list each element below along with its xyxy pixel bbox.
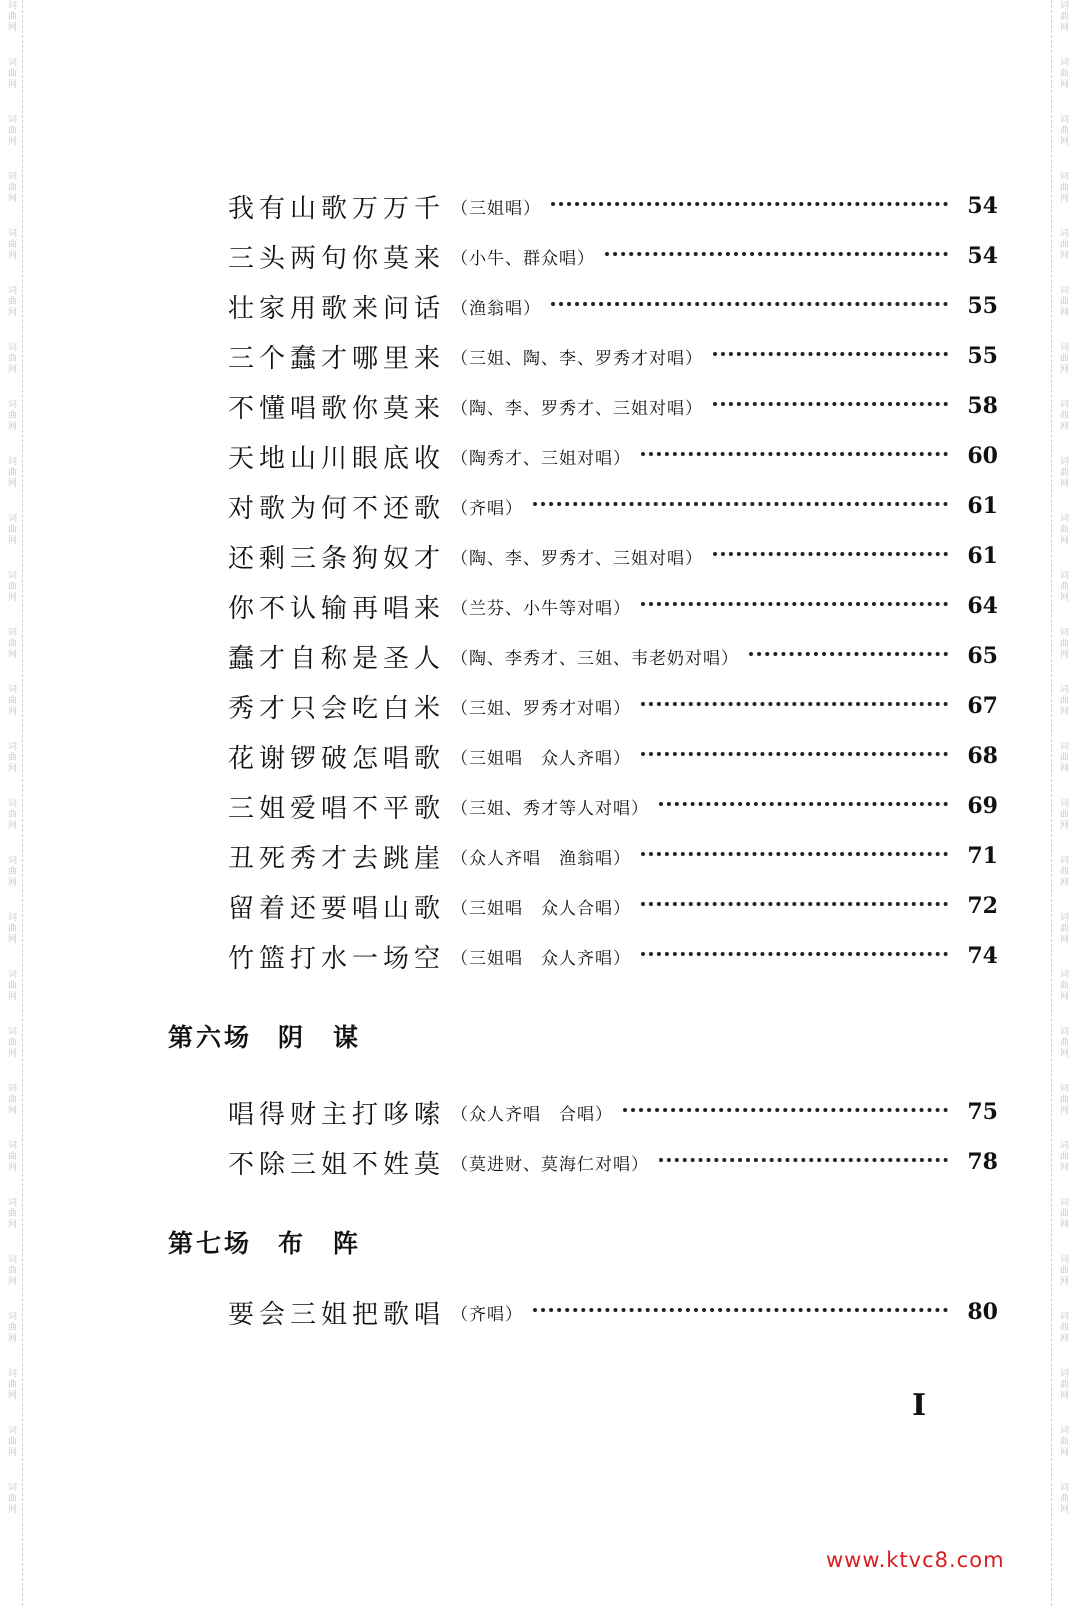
dot-leader bbox=[641, 902, 948, 906]
entry-singer: （三姐、陶、李、罗秀才对唱） bbox=[451, 348, 704, 369]
entry-page: 64 bbox=[967, 593, 998, 619]
toc-entry bbox=[228, 734, 998, 778]
entry-title: 天地山川眼底收 bbox=[228, 443, 446, 474]
margin-mark: 词曲网 bbox=[1058, 684, 1068, 717]
margin-mark: 词曲网 bbox=[1058, 228, 1068, 261]
entry-page: 55 bbox=[967, 343, 998, 369]
margin-mark: 词曲网 bbox=[6, 684, 16, 717]
section-number: 第七场 bbox=[168, 1229, 253, 1258]
margin-mark: 词曲网 bbox=[6, 1311, 16, 1344]
entry-title: 你不认输再唱来 bbox=[228, 593, 446, 624]
margin-mark: 词曲网 bbox=[6, 798, 16, 831]
margin-mark: 词曲网 bbox=[1058, 171, 1068, 204]
margin-mark: 词曲网 bbox=[6, 1026, 16, 1059]
dot-leader bbox=[641, 752, 948, 756]
entry-title: 唱得财主打哆嗦 bbox=[228, 1099, 446, 1130]
margin-mark: 词曲网 bbox=[6, 57, 16, 90]
entry-singer: （陶、李秀才、三姐、韦老奶对唱） bbox=[451, 648, 740, 669]
entry-singer: （三姐唱 众人合唱） bbox=[451, 898, 632, 919]
toc-entry bbox=[228, 284, 998, 328]
entry-title: 丑死秀才去跳崖 bbox=[228, 843, 446, 874]
toc-entry bbox=[228, 384, 998, 428]
toc-entry bbox=[228, 784, 998, 828]
dot-leader bbox=[641, 852, 948, 856]
toc-entry bbox=[228, 534, 998, 578]
margin-mark: 词曲网 bbox=[6, 741, 16, 774]
margin-mark: 词曲网 bbox=[1058, 1425, 1068, 1458]
margin-mark: 词曲网 bbox=[6, 228, 16, 261]
entry-title: 还剩三条狗奴才 bbox=[228, 543, 446, 574]
dot-leader bbox=[641, 702, 948, 706]
section-name: 阴谋 bbox=[278, 1023, 389, 1052]
entry-singer: （三姐唱 众人齐唱） bbox=[451, 948, 632, 969]
dot-leader bbox=[713, 552, 948, 556]
site-watermark: www.ktvc8.com bbox=[826, 1548, 1005, 1572]
entry-title: 我有山歌万万千 bbox=[228, 193, 446, 224]
margin-mark: 词曲网 bbox=[1058, 57, 1068, 90]
entry-title: 三姐爱唱不平歌 bbox=[228, 793, 446, 824]
entry-title: 竹篮打水一场空 bbox=[228, 943, 446, 974]
entry-title: 不懂唱歌你莫来 bbox=[228, 393, 446, 424]
margin-mark: 词曲网 bbox=[6, 171, 16, 204]
entry-page: 54 bbox=[967, 243, 998, 269]
section-number: 第六场 bbox=[168, 1023, 253, 1052]
toc-entry bbox=[228, 584, 998, 628]
margin-mark: 词曲网 bbox=[1058, 342, 1068, 375]
dot-leader bbox=[551, 302, 948, 306]
entry-page: 58 bbox=[967, 393, 998, 419]
entry-singer: （莫进财、莫海仁对唱） bbox=[451, 1154, 650, 1175]
dot-leader bbox=[641, 602, 948, 606]
entry-page: 61 bbox=[967, 543, 998, 569]
entry-singer: （陶秀才、三姐对唱） bbox=[451, 448, 632, 469]
toc-entry bbox=[228, 184, 998, 228]
dot-leader bbox=[551, 202, 948, 206]
entry-page: 69 bbox=[967, 793, 998, 819]
dot-leader bbox=[605, 252, 948, 256]
dot-leader bbox=[713, 352, 948, 356]
entry-page: 71 bbox=[967, 843, 998, 869]
entry-title: 壮家用歌来问话 bbox=[228, 293, 446, 324]
entry-title: 三头两句你莫来 bbox=[228, 243, 446, 274]
margin-mark: 词曲网 bbox=[1058, 1482, 1068, 1515]
dot-leader bbox=[623, 1108, 948, 1112]
margin-mark: 词曲网 bbox=[6, 513, 16, 546]
margin-mark: 词曲网 bbox=[1058, 912, 1068, 945]
toc-entry bbox=[228, 1140, 998, 1184]
margin-mark: 词曲网 bbox=[1058, 1197, 1068, 1230]
dot-leader bbox=[749, 652, 948, 656]
margin-mark: 词曲网 bbox=[6, 342, 16, 375]
entry-singer: （陶、李、罗秀才、三姐对唱） bbox=[451, 548, 704, 569]
entry-page: 80 bbox=[967, 1299, 998, 1325]
margin-mark: 词曲网 bbox=[6, 285, 16, 318]
right-margin-watermark bbox=[1051, 0, 1074, 1606]
margin-mark: 词曲网 bbox=[6, 855, 16, 888]
toc-entry bbox=[228, 234, 998, 278]
dot-leader bbox=[659, 802, 948, 806]
margin-mark: 词曲网 bbox=[6, 1482, 16, 1515]
margin-mark: 词曲网 bbox=[6, 399, 16, 432]
entry-page: 60 bbox=[967, 443, 998, 469]
entry-title: 对歌为何不还歌 bbox=[228, 493, 446, 524]
margin-mark: 词曲网 bbox=[6, 114, 16, 147]
entry-singer: （齐唱） bbox=[451, 498, 524, 519]
toc-entry bbox=[228, 884, 998, 928]
toc-entry bbox=[228, 334, 998, 378]
margin-mark: 词曲网 bbox=[1058, 285, 1068, 318]
dot-leader bbox=[659, 1158, 948, 1162]
section-name: 布阵 bbox=[278, 1229, 389, 1258]
entry-title: 三个蠢才哪里来 bbox=[228, 343, 446, 374]
toc-entry bbox=[228, 1290, 998, 1334]
margin-mark: 词曲网 bbox=[6, 456, 16, 489]
margin-mark: 词曲网 bbox=[6, 627, 16, 660]
entry-singer: （众人齐唱 渔翁唱） bbox=[451, 848, 632, 869]
margin-mark: 词曲网 bbox=[1058, 627, 1068, 660]
entry-title: 蠢才自称是圣人 bbox=[228, 643, 446, 674]
margin-mark: 词曲网 bbox=[1058, 855, 1068, 888]
margin-mark: 词曲网 bbox=[6, 1425, 16, 1458]
entry-title: 要会三姐把歌唱 bbox=[228, 1299, 446, 1330]
entry-singer: （齐唱） bbox=[451, 1304, 524, 1325]
entry-page: 61 bbox=[967, 493, 998, 519]
margin-mark: 词曲网 bbox=[6, 912, 16, 945]
margin-mark: 词曲网 bbox=[1058, 399, 1068, 432]
entry-singer: （众人齐唱 合唱） bbox=[451, 1104, 614, 1125]
margin-mark: 词曲网 bbox=[6, 1254, 16, 1287]
entry-page: 74 bbox=[967, 943, 998, 969]
dot-leader bbox=[533, 1308, 948, 1312]
entry-singer: （小牛、群众唱） bbox=[451, 248, 596, 269]
margin-mark: 词曲网 bbox=[1058, 570, 1068, 603]
margin-mark: 词曲网 bbox=[1058, 1254, 1068, 1287]
left-margin-watermark bbox=[0, 0, 23, 1606]
margin-mark: 词曲网 bbox=[6, 1197, 16, 1230]
margin-mark: 词曲网 bbox=[1058, 513, 1068, 546]
toc-entry bbox=[228, 834, 998, 878]
page-number: I bbox=[912, 1388, 927, 1423]
margin-mark: 词曲网 bbox=[6, 969, 16, 1002]
toc-entry bbox=[228, 934, 998, 978]
margin-mark: 词曲网 bbox=[1058, 1026, 1068, 1059]
toc-entry bbox=[228, 634, 998, 678]
dot-leader bbox=[533, 502, 948, 506]
margin-mark: 词曲网 bbox=[1058, 1368, 1068, 1401]
toc-entry bbox=[228, 1090, 998, 1134]
entry-title: 秀才只会吃白米 bbox=[228, 693, 446, 724]
dot-leader bbox=[641, 452, 948, 456]
entry-singer: （兰芬、小牛等对唱） bbox=[451, 598, 632, 619]
entry-singer: （三姐、秀才等人对唱） bbox=[451, 798, 650, 819]
entry-title: 花谢锣破怎唱歌 bbox=[228, 743, 446, 774]
entry-page: 54 bbox=[967, 193, 998, 219]
toc-entry bbox=[228, 484, 998, 528]
entry-title: 留着还要唱山歌 bbox=[228, 893, 446, 924]
dot-leader bbox=[641, 952, 948, 956]
section-heading bbox=[168, 1222, 388, 1262]
margin-mark: 词曲网 bbox=[6, 1140, 16, 1173]
margin-mark: 词曲网 bbox=[1058, 741, 1068, 774]
margin-mark: 词曲网 bbox=[6, 570, 16, 603]
margin-mark: 词曲网 bbox=[1058, 1140, 1068, 1173]
margin-mark: 词曲网 bbox=[6, 1083, 16, 1116]
entry-singer: （三姐、罗秀才对唱） bbox=[451, 698, 632, 719]
entry-singer: （渔翁唱） bbox=[451, 298, 542, 319]
margin-mark: 词曲网 bbox=[1058, 1083, 1068, 1116]
margin-mark: 词曲网 bbox=[1058, 1311, 1068, 1344]
margin-mark: 词曲网 bbox=[1058, 798, 1068, 831]
section-heading bbox=[168, 1016, 388, 1056]
entry-page: 68 bbox=[967, 743, 998, 769]
toc-entry bbox=[228, 434, 998, 478]
entry-page: 72 bbox=[967, 893, 998, 919]
margin-mark: 词曲网 bbox=[1058, 0, 1068, 33]
entry-title: 不除三姐不姓莫 bbox=[228, 1149, 446, 1180]
margin-mark: 词曲网 bbox=[1058, 969, 1068, 1002]
entry-singer: （陶、李、罗秀才、三姐对唱） bbox=[451, 398, 704, 419]
dot-leader bbox=[713, 402, 948, 406]
entry-page: 75 bbox=[967, 1099, 998, 1125]
toc-entry bbox=[228, 684, 998, 728]
entry-singer: （三姐唱） bbox=[451, 198, 542, 219]
margin-mark: 词曲网 bbox=[6, 0, 16, 33]
entry-singer: （三姐唱 众人齐唱） bbox=[451, 748, 632, 769]
margin-mark: 词曲网 bbox=[6, 1368, 16, 1401]
margin-mark: 词曲网 bbox=[1058, 456, 1068, 489]
entry-page: 65 bbox=[967, 643, 998, 669]
entry-page: 55 bbox=[967, 293, 998, 319]
entry-page: 78 bbox=[967, 1149, 998, 1175]
margin-mark: 词曲网 bbox=[1058, 114, 1068, 147]
entry-page: 67 bbox=[967, 693, 998, 719]
